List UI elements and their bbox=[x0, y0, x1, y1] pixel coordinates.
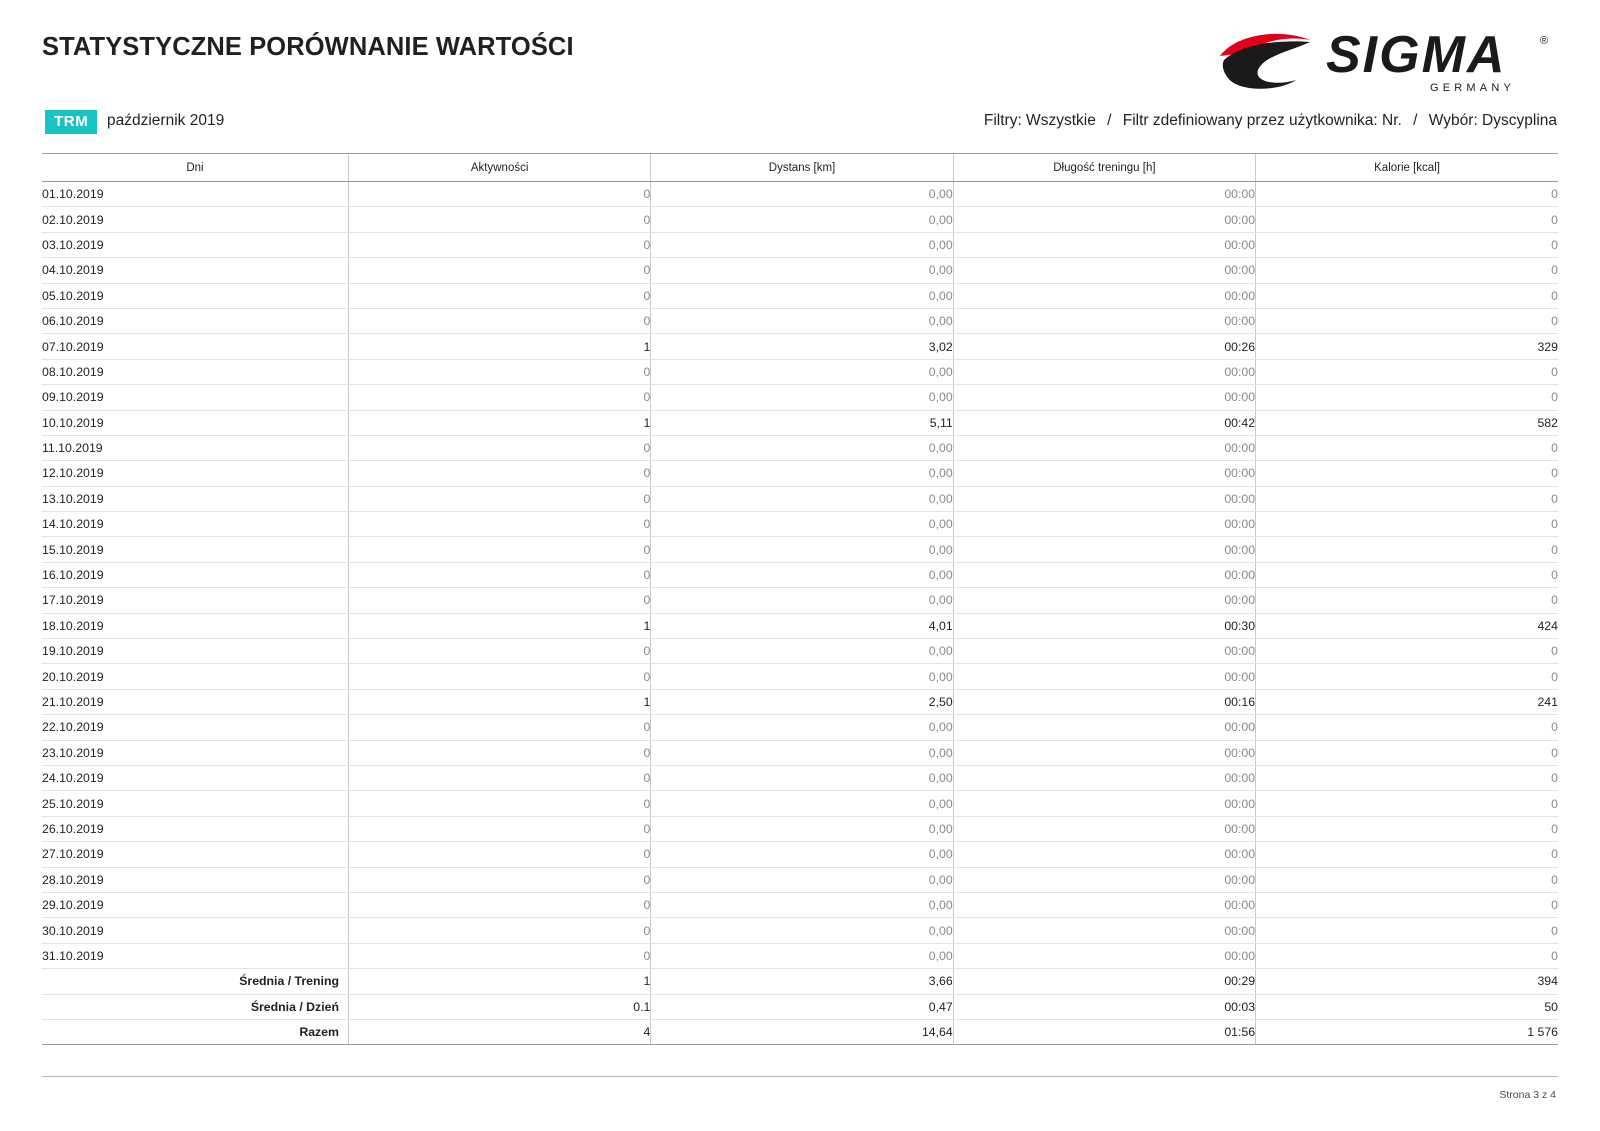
footer-divider bbox=[42, 1076, 1558, 1077]
cell-distance: 0,00 bbox=[651, 791, 953, 816]
table-row bbox=[42, 512, 1558, 537]
cell-calories: 0 bbox=[1256, 537, 1558, 562]
cell-distance: 0,00 bbox=[651, 283, 953, 308]
cell-activities: 0 bbox=[348, 943, 650, 968]
cell-day: 11.10.2019 bbox=[42, 435, 348, 460]
cell-calories: 0 bbox=[1256, 232, 1558, 257]
cell-calories: 329 bbox=[1256, 334, 1558, 359]
cell-calories: 0 bbox=[1256, 639, 1558, 664]
summary-calories: 50 bbox=[1256, 994, 1558, 1019]
cell-activities: 0 bbox=[348, 207, 650, 232]
cell-day: 25.10.2019 bbox=[42, 791, 348, 816]
trm-badge: TRM bbox=[45, 110, 97, 134]
cell-activities: 0 bbox=[348, 816, 650, 841]
cell-activities: 0 bbox=[348, 715, 650, 740]
cell-day: 05.10.2019 bbox=[42, 283, 348, 308]
table-row bbox=[42, 182, 1558, 207]
cell-activities: 0 bbox=[348, 892, 650, 917]
cell-activities: 0 bbox=[348, 791, 650, 816]
cell-calories: 0 bbox=[1256, 892, 1558, 917]
filter-all: Filtry: Wszystkie bbox=[983, 112, 1096, 129]
column-header-calories: Kalorie [kcal] bbox=[1256, 154, 1558, 182]
column-header-distance: Dystans [km] bbox=[651, 154, 953, 182]
summary-row bbox=[42, 969, 1558, 994]
cell-calories: 241 bbox=[1256, 689, 1558, 714]
cell-day: 22.10.2019 bbox=[42, 715, 348, 740]
cell-duration: 00:00 bbox=[953, 588, 1255, 613]
report-header bbox=[42, 0, 1558, 108]
table-row bbox=[42, 867, 1558, 892]
cell-distance: 0,00 bbox=[651, 308, 953, 333]
table-row bbox=[42, 359, 1558, 384]
cell-day: 28.10.2019 bbox=[42, 867, 348, 892]
table-row bbox=[42, 435, 1558, 460]
filter-separator-2: / bbox=[1413, 112, 1418, 129]
cell-distance: 0,00 bbox=[651, 892, 953, 917]
table-row bbox=[42, 943, 1558, 968]
cell-calories: 0 bbox=[1256, 842, 1558, 867]
cell-distance: 0,00 bbox=[651, 639, 953, 664]
column-header-activities: Aktywności bbox=[348, 154, 650, 182]
cell-duration: 00:00 bbox=[953, 435, 1255, 460]
cell-activities: 0 bbox=[348, 562, 650, 587]
cell-distance: 0,00 bbox=[651, 385, 953, 410]
cell-calories: 0 bbox=[1256, 765, 1558, 790]
cell-distance: 0,00 bbox=[651, 461, 953, 486]
cell-duration: 00:00 bbox=[953, 562, 1255, 587]
filter-separator-1: / bbox=[1107, 112, 1112, 129]
cell-activities: 0 bbox=[348, 537, 650, 562]
cell-calories: 0 bbox=[1256, 359, 1558, 384]
cell-day: 10.10.2019 bbox=[42, 410, 348, 435]
cell-day: 21.10.2019 bbox=[42, 689, 348, 714]
cell-distance: 0,00 bbox=[651, 842, 953, 867]
cell-activities: 1 bbox=[348, 613, 650, 638]
cell-day: 02.10.2019 bbox=[42, 207, 348, 232]
cell-distance: 0,00 bbox=[651, 588, 953, 613]
summary-activities: 1 bbox=[348, 969, 650, 994]
cell-calories: 0 bbox=[1256, 918, 1558, 943]
table-row bbox=[42, 283, 1558, 308]
cell-distance: 2,50 bbox=[651, 689, 953, 714]
cell-duration: 00:00 bbox=[953, 537, 1255, 562]
cell-calories: 0 bbox=[1256, 308, 1558, 333]
cell-calories: 0 bbox=[1256, 867, 1558, 892]
cell-distance: 0,00 bbox=[651, 512, 953, 537]
cell-duration: 00:00 bbox=[953, 283, 1255, 308]
summary-row bbox=[42, 1019, 1558, 1044]
summary-label: Średnia / Trening bbox=[42, 969, 348, 994]
cell-day: 13.10.2019 bbox=[42, 486, 348, 511]
cell-calories: 0 bbox=[1256, 461, 1558, 486]
cell-duration: 00:42 bbox=[953, 410, 1255, 435]
table-row bbox=[42, 842, 1558, 867]
cell-duration: 00:00 bbox=[953, 765, 1255, 790]
filter-user-defined: Filtr zdefiniowany przez użytkownika: Nr. bbox=[1122, 112, 1402, 129]
summary-label: Średnia / Dzień bbox=[42, 994, 348, 1019]
svg-text:SIGMA: SIGMA bbox=[1326, 26, 1507, 84]
cell-duration: 00:30 bbox=[953, 613, 1255, 638]
cell-distance: 0,00 bbox=[651, 918, 953, 943]
cell-day: 01.10.2019 bbox=[42, 182, 348, 207]
cell-activities: 0 bbox=[348, 918, 650, 943]
cell-calories: 0 bbox=[1256, 385, 1558, 410]
table-head bbox=[42, 154, 1558, 182]
cell-calories: 0 bbox=[1256, 207, 1558, 232]
cell-distance: 0,00 bbox=[651, 562, 953, 587]
cell-distance: 0,00 bbox=[651, 664, 953, 689]
cell-duration: 00:00 bbox=[953, 816, 1255, 841]
sigma-wordmark bbox=[1326, 26, 1548, 94]
table-row bbox=[42, 588, 1558, 613]
cell-activities: 0 bbox=[348, 639, 650, 664]
cell-distance: 0,00 bbox=[651, 537, 953, 562]
cell-calories: 0 bbox=[1256, 791, 1558, 816]
cell-day: 16.10.2019 bbox=[42, 562, 348, 587]
cell-calories: 0 bbox=[1256, 562, 1558, 587]
table-row bbox=[42, 537, 1558, 562]
cell-activities: 0 bbox=[348, 842, 650, 867]
table-body bbox=[42, 182, 1558, 1045]
cell-distance: 0,00 bbox=[651, 765, 953, 790]
cell-duration: 00:00 bbox=[953, 664, 1255, 689]
cell-day: 31.10.2019 bbox=[42, 943, 348, 968]
column-header-days: Dni bbox=[42, 154, 348, 182]
cell-day: 14.10.2019 bbox=[42, 512, 348, 537]
table-row bbox=[42, 740, 1558, 765]
cell-activities: 0 bbox=[348, 359, 650, 384]
cell-distance: 5,11 bbox=[651, 410, 953, 435]
cell-day: 18.10.2019 bbox=[42, 613, 348, 638]
cell-distance: 0,00 bbox=[651, 232, 953, 257]
table-row bbox=[42, 385, 1558, 410]
cell-duration: 00:00 bbox=[953, 791, 1255, 816]
cell-duration: 00:00 bbox=[953, 512, 1255, 537]
report-footer bbox=[42, 1076, 1558, 1101]
cell-duration: 00:00 bbox=[953, 308, 1255, 333]
cell-duration: 00:00 bbox=[953, 182, 1255, 207]
cell-day: 03.10.2019 bbox=[42, 232, 348, 257]
cell-distance: 0,00 bbox=[651, 943, 953, 968]
cell-distance: 0,00 bbox=[651, 816, 953, 841]
cell-day: 19.10.2019 bbox=[42, 639, 348, 664]
cell-activities: 1 bbox=[348, 689, 650, 714]
cell-day: 04.10.2019 bbox=[42, 258, 348, 283]
cell-calories: 0 bbox=[1256, 715, 1558, 740]
svg-text:GERMANY: GERMANY bbox=[1430, 82, 1516, 94]
cell-duration: 00:00 bbox=[953, 740, 1255, 765]
cell-day: 17.10.2019 bbox=[42, 588, 348, 613]
summary-activities: 4 bbox=[348, 1019, 650, 1044]
table-row bbox=[42, 207, 1558, 232]
cell-distance: 0,00 bbox=[651, 715, 953, 740]
table-row bbox=[42, 613, 1558, 638]
cell-duration: 00:00 bbox=[953, 639, 1255, 664]
cell-duration: 00:00 bbox=[953, 232, 1255, 257]
cell-calories: 0 bbox=[1256, 943, 1558, 968]
sigma-logo bbox=[1218, 26, 1558, 98]
cell-calories: 0 bbox=[1256, 435, 1558, 460]
cell-duration: 00:00 bbox=[953, 486, 1255, 511]
cell-day: 07.10.2019 bbox=[42, 334, 348, 359]
table-row bbox=[42, 410, 1558, 435]
cell-calories: 0 bbox=[1256, 512, 1558, 537]
cell-activities: 0 bbox=[348, 258, 650, 283]
filter-summary bbox=[984, 112, 1557, 130]
cell-duration: 00:00 bbox=[953, 461, 1255, 486]
cell-activities: 0 bbox=[348, 435, 650, 460]
table-row bbox=[42, 791, 1558, 816]
cell-distance: 0,00 bbox=[651, 867, 953, 892]
cell-day: 26.10.2019 bbox=[42, 816, 348, 841]
table-row bbox=[42, 689, 1558, 714]
filter-selection: Wybór: Dyscyplina bbox=[1428, 112, 1557, 129]
table-row bbox=[42, 308, 1558, 333]
table-row bbox=[42, 892, 1558, 917]
statistics-table bbox=[42, 153, 1558, 1045]
column-header-duration: Długość treningu [h] bbox=[953, 154, 1255, 182]
table-row bbox=[42, 639, 1558, 664]
cell-activities: 0 bbox=[348, 385, 650, 410]
cell-duration: 00:00 bbox=[953, 892, 1255, 917]
cell-activities: 0 bbox=[348, 182, 650, 207]
cell-day: 15.10.2019 bbox=[42, 537, 348, 562]
cell-calories: 424 bbox=[1256, 613, 1558, 638]
cell-calories: 0 bbox=[1256, 283, 1558, 308]
table-row bbox=[42, 715, 1558, 740]
cell-duration: 00:00 bbox=[953, 385, 1255, 410]
sigma-swoosh-icon bbox=[1220, 34, 1310, 89]
cell-calories: 0 bbox=[1256, 182, 1558, 207]
report-period: październik 2019 bbox=[107, 112, 225, 129]
table-row bbox=[42, 562, 1558, 587]
cell-calories: 0 bbox=[1256, 258, 1558, 283]
cell-duration: 00:00 bbox=[953, 715, 1255, 740]
cell-activities: 0 bbox=[348, 588, 650, 613]
cell-activities: 0 bbox=[348, 283, 650, 308]
cell-duration: 00:00 bbox=[953, 867, 1255, 892]
cell-distance: 0,00 bbox=[651, 359, 953, 384]
cell-distance: 0,00 bbox=[651, 740, 953, 765]
cell-activities: 0 bbox=[348, 740, 650, 765]
cell-activities: 0 bbox=[348, 486, 650, 511]
summary-activities: 0.1 bbox=[348, 994, 650, 1019]
page-title: STATYSTYCZNE PORÓWNANIE WARTOŚCI bbox=[42, 33, 574, 61]
cell-duration: 00:26 bbox=[953, 334, 1255, 359]
cell-calories: 0 bbox=[1256, 664, 1558, 689]
cell-calories: 0 bbox=[1256, 740, 1558, 765]
cell-calories: 0 bbox=[1256, 588, 1558, 613]
summary-distance: 3,66 bbox=[651, 969, 953, 994]
cell-activities: 1 bbox=[348, 334, 650, 359]
cell-duration: 00:16 bbox=[953, 689, 1255, 714]
summary-duration: 01:56 bbox=[953, 1019, 1255, 1044]
table-row bbox=[42, 334, 1558, 359]
cell-activities: 1 bbox=[348, 410, 650, 435]
cell-day: 12.10.2019 bbox=[42, 461, 348, 486]
summary-row bbox=[42, 994, 1558, 1019]
cell-distance: 0,00 bbox=[651, 435, 953, 460]
table-row bbox=[42, 232, 1558, 257]
summary-distance: 0,47 bbox=[651, 994, 953, 1019]
table-row bbox=[42, 765, 1558, 790]
cell-calories: 582 bbox=[1256, 410, 1558, 435]
table-row bbox=[42, 461, 1558, 486]
cell-day: 06.10.2019 bbox=[42, 308, 348, 333]
cell-day: 20.10.2019 bbox=[42, 664, 348, 689]
cell-duration: 00:00 bbox=[953, 842, 1255, 867]
cell-distance: 0,00 bbox=[651, 486, 953, 511]
cell-activities: 0 bbox=[348, 512, 650, 537]
cell-day: 09.10.2019 bbox=[42, 385, 348, 410]
cell-duration: 00:00 bbox=[953, 258, 1255, 283]
svg-text:®: ® bbox=[1540, 35, 1549, 47]
table-row bbox=[42, 664, 1558, 689]
cell-day: 23.10.2019 bbox=[42, 740, 348, 765]
table-row bbox=[42, 486, 1558, 511]
cell-duration: 00:00 bbox=[953, 359, 1255, 384]
cell-activities: 0 bbox=[348, 232, 650, 257]
cell-calories: 0 bbox=[1256, 486, 1558, 511]
cell-activities: 0 bbox=[348, 308, 650, 333]
page-number: Strona 3 z 4 bbox=[1499, 1089, 1556, 1101]
table-row bbox=[42, 816, 1558, 841]
summary-label: Razem bbox=[42, 1019, 348, 1044]
cell-distance: 0,00 bbox=[651, 258, 953, 283]
cell-distance: 3,02 bbox=[651, 334, 953, 359]
summary-duration: 00:29 bbox=[953, 969, 1255, 994]
cell-day: 29.10.2019 bbox=[42, 892, 348, 917]
cell-distance: 0,00 bbox=[651, 207, 953, 232]
cell-activities: 0 bbox=[348, 664, 650, 689]
cell-duration: 00:00 bbox=[953, 918, 1255, 943]
cell-calories: 0 bbox=[1256, 816, 1558, 841]
cell-duration: 00:00 bbox=[953, 943, 1255, 968]
cell-distance: 0,00 bbox=[651, 182, 953, 207]
cell-day: 30.10.2019 bbox=[42, 918, 348, 943]
cell-distance: 4,01 bbox=[651, 613, 953, 638]
cell-day: 08.10.2019 bbox=[42, 359, 348, 384]
report-subheader bbox=[42, 108, 1558, 144]
table-header-row bbox=[42, 154, 1558, 182]
table-row bbox=[42, 918, 1558, 943]
summary-duration: 00:03 bbox=[953, 994, 1255, 1019]
cell-activities: 0 bbox=[348, 765, 650, 790]
summary-calories: 394 bbox=[1256, 969, 1558, 994]
cell-duration: 00:00 bbox=[953, 207, 1255, 232]
table-row bbox=[42, 258, 1558, 283]
cell-activities: 0 bbox=[348, 867, 650, 892]
summary-distance: 14,64 bbox=[651, 1019, 953, 1044]
summary-calories: 1 576 bbox=[1256, 1019, 1558, 1044]
cell-day: 27.10.2019 bbox=[42, 842, 348, 867]
cell-activities: 0 bbox=[348, 461, 650, 486]
cell-day: 24.10.2019 bbox=[42, 765, 348, 790]
